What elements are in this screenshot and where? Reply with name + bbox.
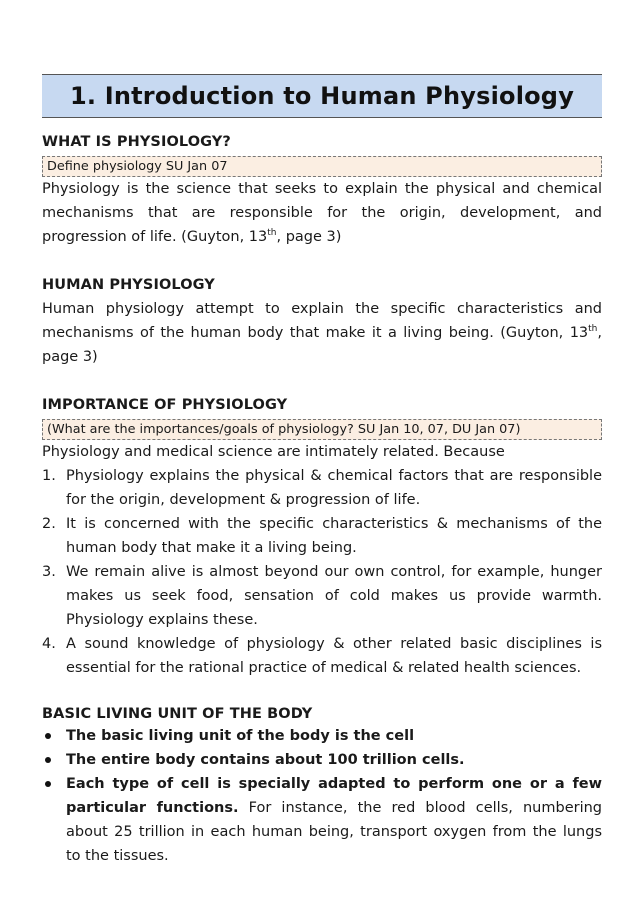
section-heading-importance: IMPORTANCE OF PHYSIOLOGY	[42, 397, 288, 413]
definition-paragraph: Physiology is the science that seeks to explain the physical and chemical mechanisms that are responsible for the origin, development, and progression of life. (Guyton, 13th, page 3)	[42, 181, 602, 245]
bullet-icon	[45, 781, 51, 787]
list-item: 2. It is concerned with the specific characteristics & mechanisms of the human body that make it a living being.	[42, 516, 602, 556]
title-banner	[42, 74, 602, 118]
bullet-icon	[45, 733, 51, 739]
section-heading-human-physiology: HUMAN PHYSIOLOGY	[42, 277, 215, 293]
list-item: 4. A sound knowledge of physiology & other related basic disciplines is essential for the rational practice of medical & related health sciences.	[42, 636, 602, 676]
list-item: The basic living unit of the body is the cell	[42, 724, 602, 748]
importance-intro: Physiology and medical science are intimately related. Because	[42, 444, 505, 460]
list-item: The entire body contains about 100 trillion cells.	[42, 748, 602, 772]
page-title: 1. Introduction to Human Physiology	[69, 82, 575, 110]
question-box-importance: (What are the importances/goals of physiology? SU Jan 10, 07, DU Jan 07)	[42, 419, 602, 440]
list-item: 3. We remain alive is almost beyond our own control, for example, hunger makes us seek food, sensation of cold makes us provide warmth. Physiology explains these.	[42, 564, 602, 628]
document-page	[42, 74, 602, 868]
superscript-th: th	[267, 228, 277, 239]
importance-list	[42, 464, 602, 680]
list-item: Each type of cell is specially adapted to perform one or a few particular functions. For instance, the red blood cells, numbering about 25 trillion in each human being, transport oxygen from the lungs to the tissues.	[42, 772, 602, 868]
human-physiology-paragraph: Human physiology attempt to explain the specific characteristics and mechanisms of the human body that make it a living being. (Guyton, 13th, page 3)	[42, 301, 602, 365]
bullet-icon	[45, 757, 51, 763]
cell-bullet-list	[42, 724, 602, 868]
superscript-th: th	[588, 324, 598, 335]
question-box-define: Define physiology SU Jan 07	[42, 156, 602, 177]
section-heading-basic-living-unit: BASIC LIVING UNIT OF THE BODY	[42, 706, 313, 722]
list-item: 1. Physiology explains the physical & chemical factors that are responsible for the origin, development & progression of life.	[42, 468, 602, 508]
section-heading-what-is-physiology: WHAT IS PHYSIOLOGY?	[42, 134, 231, 150]
